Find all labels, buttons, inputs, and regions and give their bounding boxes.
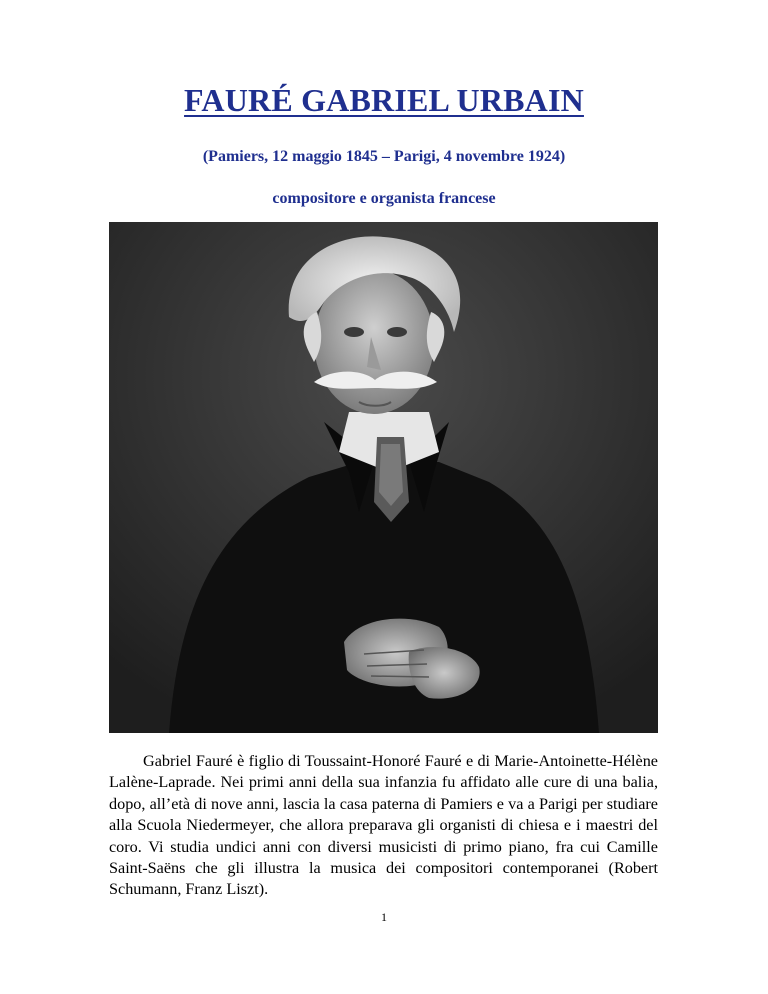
biography-paragraph: Gabriel Fauré è figlio di Toussaint-Honoré Fauré e di Marie-Antoinette-Hélène Lalène-Laprade. Nei primi anni della sua infanzia fu affidato alle cure di una balia, dopo, all’età di nove anni, lascia la casa paterna di Pamiers e va a Parigi per studiare alla Scuola Niedermeyer, che allora preparava gli organisti di chiesa e i maestri del coro. Vi studia undici anni con diversi musicisti di primo piano, fra cui Camille Saint-Saëns che gli illustra la musica dei compositori contemporanei (Robert Schumann, Franz Liszt). <box>109 752 658 899</box>
portrait-photo <box>109 222 658 733</box>
document-title <box>0 82 768 119</box>
profession-subtitle: compositore e organista francese <box>272 190 496 207</box>
document-title-text: FAURÉ GABRIEL URBAIN <box>184 82 584 118</box>
life-dates: (Pamiers, 12 maggio 1845 – Parigi, 4 novembre 1924) <box>202 148 566 165</box>
portrait-image <box>109 222 658 733</box>
page-number: 1 <box>381 910 387 924</box>
